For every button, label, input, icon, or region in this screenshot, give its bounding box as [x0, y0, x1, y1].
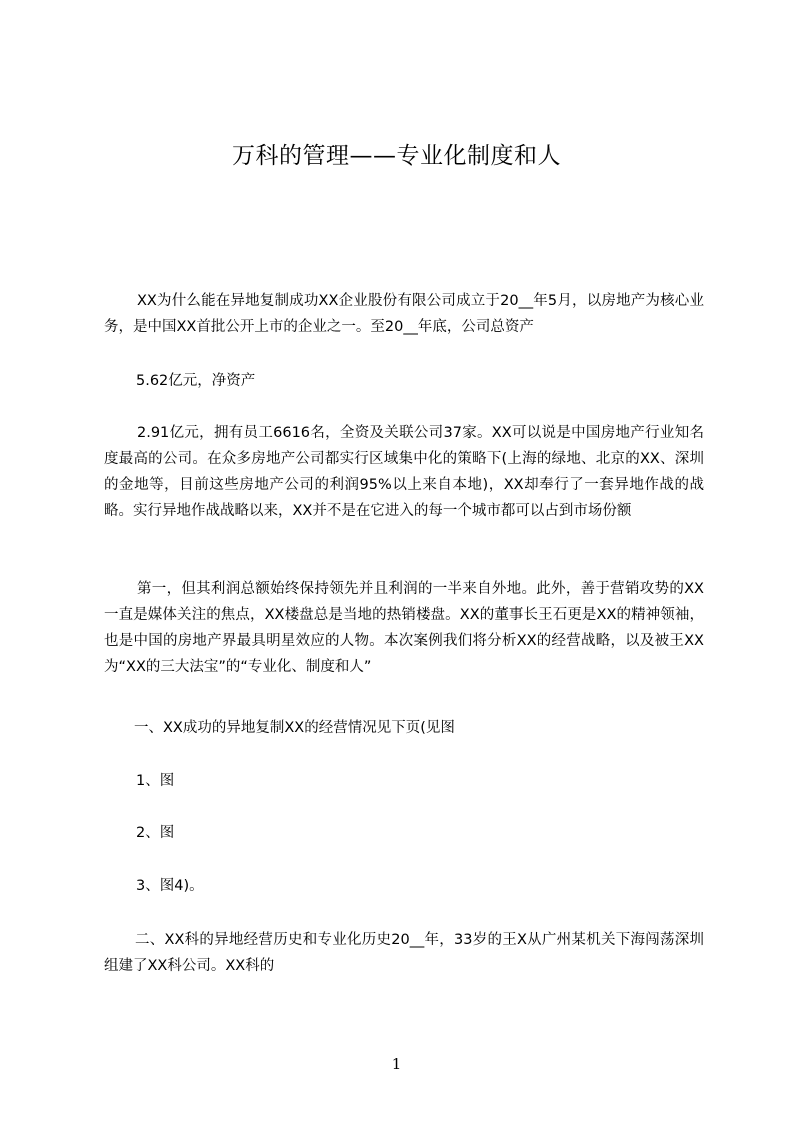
section-heading-one: 一、XX成功的异地复制XX的经营情况见下页(见图 — [134, 720, 455, 736]
list-item-figure-3: 3、图4)。 — [136, 878, 204, 894]
paragraph-total-assets: 5.62亿元，净资产 — [136, 373, 256, 389]
list-item-figure-1: 1、图 — [136, 773, 175, 789]
section-heading-two: 二、XX科的异地经营历史和专业化历史20__年，33岁的王X从广州某机关下海闯荡深圳组建了XX科公司。XX科的 — [104, 932, 704, 974]
paragraph-net-assets: 2.91亿元，拥有员工6616名，全资及关联公司37家。XX可以说是中国房地产行业知名度最高的公司。在众多房地产公司都实行区域集中化的策略下(上海的绿地、北京的XX、深圳的金地等，目前这些房地产公司的利润95%以上来自本地)，XX却奉行了一套异地作战的战略。实行异地作战战略以来，XX并不是在它进入的每一个城市都可以占到市场份额 — [104, 425, 704, 519]
paragraph-intro: XX为什么能在异地复制成功XX企业股份有限公司成立于20__年5月，以房地产为核心业务，是中国XX首批公开上市的企业之一。至20__年底，公司总资产 — [104, 293, 704, 335]
list-item-figure-2: 2、图 — [136, 825, 175, 841]
document-title: 万科的管理——专业化制度和人 — [232, 143, 561, 169]
paragraph-first: 第一，但其利润总额始终保持领先并且利润的一半来自外地。此外，善于营销攻势的XX一直是媒体关注的焦点，XX楼盘总是当地的热销楼盘。XX的董事长王石更是XX的精神领袖，也是中国的房地产界最具明星效应的人物。本次案例我们将分析XX的经营战略，以及被王XX为“XX的三大法宝”的“专业化、制度和人” — [104, 581, 704, 675]
page-number: 1 — [391, 1055, 402, 1073]
